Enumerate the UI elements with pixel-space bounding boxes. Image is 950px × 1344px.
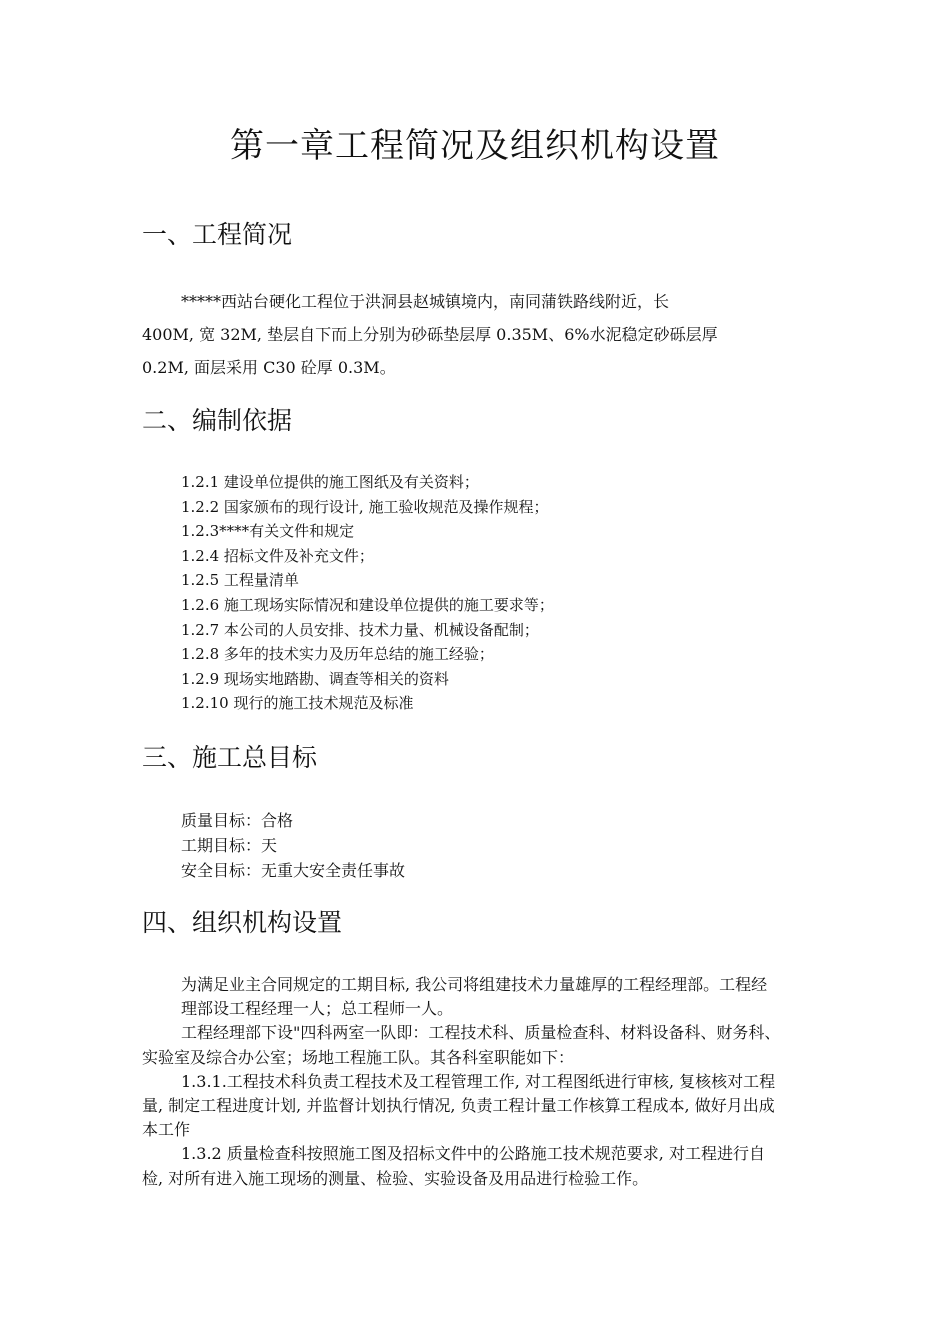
basis-list (181, 470, 554, 716)
list-item: 1.2.8 多年的技术实力及历年总结的施工经验； (181, 645, 494, 664)
section-heading-basis: 二、编制依据 (142, 406, 293, 435)
list-item: 1.2.4 招标文件及补充文件； (181, 546, 374, 565)
overview-paragraph (142, 285, 802, 384)
org-line: 本工作 (142, 1120, 191, 1140)
list-item: 1.2.10 现行的施工技术规范及标准 (181, 694, 414, 713)
section-heading-organization: 四、组织机构设置 (142, 908, 343, 937)
org-line: 1.3.2 质量检查科按照施工图及招标文件中的公路施工技术规范要求, 对工程进行自 (181, 1144, 765, 1164)
goals-list (181, 808, 405, 883)
overview-line: 400M, 宽 32M, 垫层自下而上分别为砂砾垫层厚 0.35M、6%水泥稳定砂砾层厚 (142, 325, 718, 344)
org-line: 理部设工程经理一人；总工程师一人。 (181, 999, 454, 1019)
section-heading-goals: 三、施工总目标 (142, 743, 318, 772)
org-line: 1.3.1.工程技术科负责工程技术及工程管理工作, 对工程图纸进行审核, 复核核对工程 (181, 1071, 776, 1091)
list-item: 1.2.2 国家颁布的现行设计, 施工验收规范及操作规程； (181, 497, 549, 516)
org-line: 工程经理部下设"四科两室一队即：工程技术科、质量检查科、材料设备科、财务科、 (181, 1023, 781, 1043)
list-item: 1.2.3****有关文件和规定 (181, 522, 355, 541)
organization-paragraph (142, 973, 822, 1191)
list-item: 1.2.5 工程量清单 (181, 571, 299, 590)
goal-schedule: 工期目标：天 (181, 836, 278, 855)
org-line: 量, 制定工程进度计划, 并监督计划执行情况, 负责工程计量工作核算工程成本, 做好月出成 (142, 1096, 775, 1116)
list-item: 1.2.6 施工现场实际情况和建设单位提供的施工要求等； (181, 595, 554, 614)
list-item: 1.2.7 本公司的人员安排、技术力量、机械设备配制； (181, 620, 539, 639)
list-item: 1.2.1 建设单位提供的施工图纸及有关资料； (181, 473, 479, 491)
org-line: 实验室及综合办公室；场地工程施工队。其各科室职能如下： (142, 1047, 575, 1067)
org-line: 为满足业主合同规定的工期目标, 我公司将组建技术力量雄厚的工程经理部。工程经 (181, 975, 768, 994)
list-item: 1.2.9 现场实地踏勘、调查等相关的资料 (181, 669, 449, 688)
overview-line: *****西站台硬化工程位于洪洞县赵城镇境内，南同蒲铁路线附近，长 (181, 292, 670, 311)
goal-quality: 质量目标：合格 (181, 811, 294, 830)
goal-safety: 安全目标：无重大安全责任事故 (181, 861, 406, 880)
chapter-title: 第一章工程简况及组织机构设置 (230, 126, 720, 166)
section-heading-overview: 一、工程简况 (142, 220, 293, 249)
org-line: 检, 对所有进入施工现场的测量、检验、实验设备及用品进行检验工作。 (142, 1168, 649, 1188)
overview-line: 0.2M, 面层采用 C30 砼厚 0.3M。 (142, 358, 396, 377)
